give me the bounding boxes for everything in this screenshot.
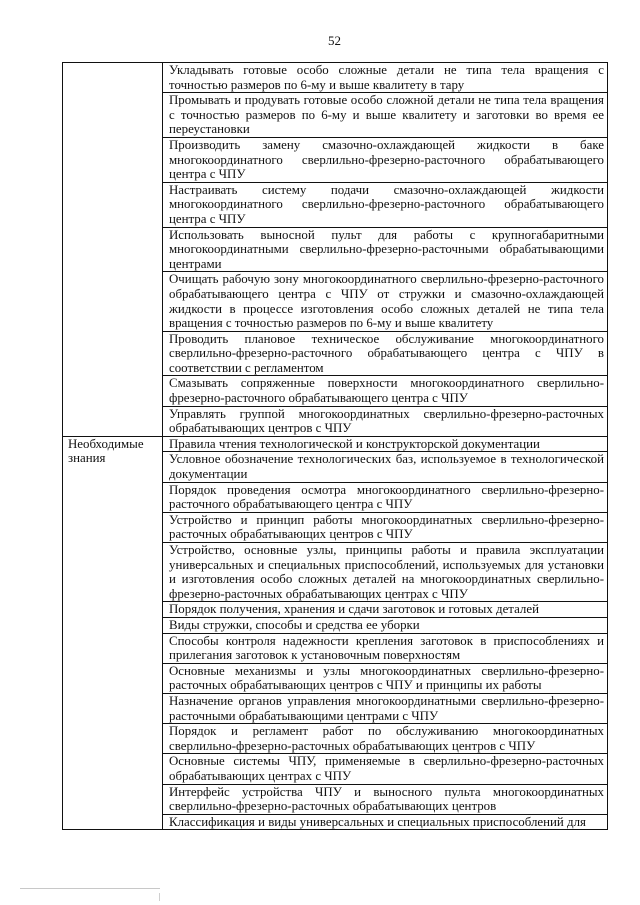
table-cell-item: Очищать рабочую зону многокоординатного сверлильно-фрезерно-расточного обрабатывающего центра с ЧПУ от стружки и смазочно-охлаждающей жидкости в процессе изготовления особо сложных деталей не типа тела вращения с точностью размеров по 6-му и выше квалитету	[163, 272, 608, 331]
table-row	[63, 63, 608, 93]
table-cell-item: Основные механизмы и узлы многокоординатных сверлильно-фрезерно-расточных обрабатывающих центров с ЧПУ и принципы их работы	[163, 663, 608, 693]
table-row	[63, 436, 608, 452]
table-cell-item: Порядок и регламент работ по обслуживанию многокоординатных сверлильно-фрезерно-расточных обрабатывающих центров с ЧПУ	[163, 724, 608, 754]
table-cell-item: Управлять группой многокоординатных сверлильно-фрезерно-расточных обрабатывающих центров с ЧПУ	[163, 406, 608, 436]
table-cell-item: Проводить плановое техническое обслуживание многокоординатного сверлильно-фрезерно-расточного обрабатывающего центра с ЧПУ в соответствии с регламентом	[163, 331, 608, 376]
table-cell-item: Порядок проведения осмотра многокоординатного сверлильно-фрезерно-расточного обрабатывающего центра с ЧПУ	[163, 482, 608, 512]
table-cell-item: Правила чтения технологической и конструкторской документации	[163, 436, 608, 452]
table-cell-item: Устройство и принцип работы многокоординатных сверлильно-фрезерно-расточных обрабатывающих центров с ЧПУ	[163, 512, 608, 542]
requirements-table	[62, 62, 608, 830]
table-cell-item: Использовать выносной пульт для работы с крупногабаритными многокоординатными сверлильно-фрезерно-расточными обрабатывающими центрами	[163, 227, 608, 272]
table-cell-item: Назначение органов управления многокоординатными сверлильно-фрезерно-расточными обрабатывающими центрами с ЧПУ	[163, 693, 608, 723]
section-label-empty	[63, 63, 163, 437]
page-number: 52	[328, 33, 341, 48]
table-cell-item: Производить замену смазочно-охлаждающей жидкости в баке многокоординатного сверлильно-фрезерно-расточного обрабатывающего центра с ЧПУ	[163, 137, 608, 182]
table-cell-item: Основные системы ЧПУ, применяемые в сверлильно-фрезерно-расточных обрабатывающих центрах с ЧПУ	[163, 754, 608, 784]
table-cell-item: Интерфейс устройства ЧПУ и выносного пульта многокоординатных сверлильно-фрезерно-расточных обрабатывающих центров	[163, 784, 608, 814]
table-cell-item: Настраивать систему подачи смазочно-охлаждающей жидкости многокоординатного сверлильно-фрезерно-расточного обрабатывающего центра с ЧПУ	[163, 182, 608, 227]
scan-artifact-tick	[159, 893, 160, 901]
table-cell-item: Устройство, основные узлы, принципы работы и правила эксплуатации универсальных и специальных приспособлений, используемых для установки и изготовления особо сложных деталей на многокоординатных сверлильно-фрезерно-расточных обрабатывающих центрах с ЧПУ	[163, 543, 608, 602]
table-cell-item: Промывать и продувать готовые особо сложной детали не типа тела вращения с точностью размеров по 6-му и выше квалитету и заготовки во время ее переустановки	[163, 93, 608, 138]
table-cell-item: Укладывать готовые особо сложные детали не типа тела вращения с точностью размеров по 6-му и выше квалитету в тару	[163, 63, 608, 93]
table-cell-item: Способы контроля надежности крепления заготовок в приспособлениях и прилегания заготовок к установочным поверхностям	[163, 633, 608, 663]
table-cell-item: Смазывать сопряженные поверхности многокоординатного сверлильно-фрезерно-расточного обрабатывающего центра с ЧПУ	[163, 376, 608, 406]
section-label-required-knowledge: Необходимые знания	[63, 436, 163, 829]
table-cell-item: Виды стружки, способы и средства ее уборки	[163, 617, 608, 633]
requirements-table-body	[63, 63, 608, 830]
table-cell-item: Условное обозначение технологических баз, используемое в технологической документации	[163, 452, 608, 482]
scan-artifact-line	[20, 888, 160, 889]
table-cell-item: Классификация и виды универсальных и специальных приспособлений для	[163, 814, 608, 830]
table-cell-item: Порядок получения, хранения и сдачи заготовок и готовых деталей	[163, 602, 608, 618]
